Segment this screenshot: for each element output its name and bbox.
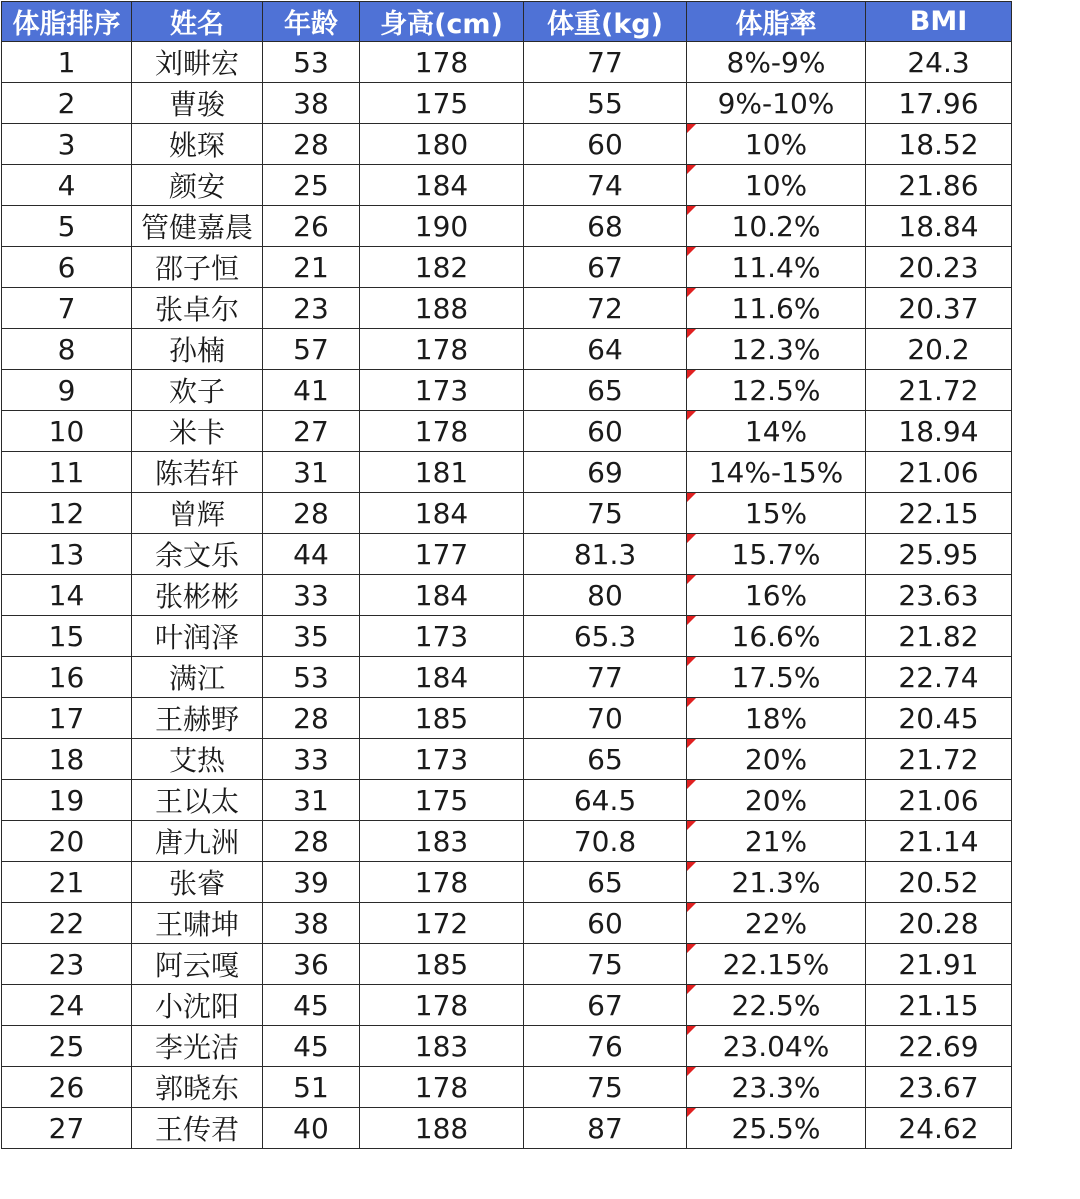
bodyfat-cell-with-comment[interactable]: 11.4% [687, 247, 866, 288]
bmi-cell[interactable]: 18.94 [866, 411, 1012, 452]
bmi-cell[interactable]: 24.62 [866, 1108, 1012, 1149]
age-cell[interactable]: 57 [263, 329, 360, 370]
bodyfat-cell-with-comment[interactable]: 20% [687, 739, 866, 780]
bmi-cell[interactable]: 21.15 [866, 985, 1012, 1026]
bodyfat-cell-with-comment[interactable]: 22.15% [687, 944, 866, 985]
name-cell[interactable]: 小沈阳 [132, 985, 263, 1026]
bodyfat-cell-with-comment[interactable]: 23.3% [687, 1067, 866, 1108]
age-cell[interactable]: 35 [263, 616, 360, 657]
age-cell[interactable]: 21 [263, 247, 360, 288]
weight-cell[interactable]: 77 [524, 42, 687, 83]
bodyfat-cell-with-comment[interactable]: 23.04% [687, 1026, 866, 1067]
name-cell[interactable]: 刘畊宏 [132, 42, 263, 83]
bodyfat-cell-with-comment[interactable]: 18% [687, 698, 866, 739]
bodyfat-cell-with-comment[interactable]: 22.5% [687, 985, 866, 1026]
name-cell[interactable]: 张卓尔 [132, 288, 263, 329]
table-row [2, 42, 1012, 83]
height-cell[interactable]: 180 [360, 124, 524, 165]
table-row [2, 575, 1012, 616]
bmi-cell[interactable]: 21.86 [866, 165, 1012, 206]
height-cell[interactable]: 173 [360, 739, 524, 780]
header-weight[interactable]: 体重(kg) [524, 2, 687, 42]
age-cell[interactable]: 23 [263, 288, 360, 329]
rank-cell[interactable]: 8 [2, 329, 132, 370]
bmi-cell[interactable]: 21.14 [866, 821, 1012, 862]
weight-cell[interactable]: 80 [524, 575, 687, 616]
bmi-cell[interactable]: 21.06 [866, 780, 1012, 821]
bmi-cell[interactable]: 20.28 [866, 903, 1012, 944]
age-cell[interactable]: 31 [263, 452, 360, 493]
rank-cell[interactable]: 11 [2, 452, 132, 493]
weight-cell[interactable]: 65 [524, 739, 687, 780]
bmi-cell[interactable]: 21.91 [866, 944, 1012, 985]
table-row [2, 452, 1012, 493]
table-row [2, 1108, 1012, 1149]
rank-cell[interactable]: 24 [2, 985, 132, 1026]
name-cell[interactable]: 张彬彬 [132, 575, 263, 616]
bodyfat-cell-with-comment[interactable]: 25.5% [687, 1108, 866, 1149]
bodyfat-cell-with-comment[interactable]: 11.6% [687, 288, 866, 329]
bmi-cell[interactable]: 17.96 [866, 83, 1012, 124]
height-cell[interactable]: 183 [360, 1026, 524, 1067]
bmi-cell[interactable]: 22.15 [866, 493, 1012, 534]
bmi-cell[interactable]: 23.63 [866, 575, 1012, 616]
table-row [2, 534, 1012, 575]
height-cell[interactable]: 184 [360, 575, 524, 616]
age-cell[interactable]: 51 [263, 1067, 360, 1108]
table-row [2, 903, 1012, 944]
weight-cell[interactable]: 64 [524, 329, 687, 370]
name-cell[interactable]: 邵子恒 [132, 247, 263, 288]
height-cell[interactable]: 185 [360, 944, 524, 985]
weight-cell[interactable]: 67 [524, 247, 687, 288]
height-cell[interactable]: 183 [360, 821, 524, 862]
rank-cell[interactable]: 26 [2, 1067, 132, 1108]
name-cell[interactable]: 孙楠 [132, 329, 263, 370]
name-cell[interactable]: 余文乐 [132, 534, 263, 575]
name-cell[interactable]: 王以太 [132, 780, 263, 821]
bmi-cell[interactable]: 18.52 [866, 124, 1012, 165]
table-row [2, 944, 1012, 985]
rank-cell[interactable]: 14 [2, 575, 132, 616]
name-cell[interactable]: 曾辉 [132, 493, 263, 534]
height-cell[interactable]: 173 [360, 616, 524, 657]
age-cell[interactable]: 33 [263, 739, 360, 780]
age-cell[interactable]: 33 [263, 575, 360, 616]
weight-cell[interactable]: 65.3 [524, 616, 687, 657]
table-row [2, 698, 1012, 739]
table-row [2, 370, 1012, 411]
weight-cell[interactable]: 75 [524, 1067, 687, 1108]
weight-cell[interactable]: 77 [524, 657, 687, 698]
bmi-cell[interactable]: 21.72 [866, 739, 1012, 780]
header-bodyfat[interactable]: 体脂率 [687, 2, 866, 42]
rank-cell[interactable]: 20 [2, 821, 132, 862]
rank-cell[interactable]: 13 [2, 534, 132, 575]
height-cell[interactable]: 178 [360, 411, 524, 452]
weight-cell[interactable]: 76 [524, 1026, 687, 1067]
weight-cell[interactable]: 72 [524, 288, 687, 329]
age-cell[interactable]: 44 [263, 534, 360, 575]
height-cell[interactable]: 190 [360, 206, 524, 247]
bmi-cell[interactable]: 21.72 [866, 370, 1012, 411]
height-cell[interactable]: 178 [360, 862, 524, 903]
name-cell[interactable]: 曹骏 [132, 83, 263, 124]
weight-cell[interactable]: 65 [524, 370, 687, 411]
rank-cell[interactable]: 12 [2, 493, 132, 534]
weight-cell[interactable]: 67 [524, 985, 687, 1026]
table-row [2, 780, 1012, 821]
bodyfat-cell-with-comment[interactable]: 10.2% [687, 206, 866, 247]
table-row [2, 83, 1012, 124]
age-cell[interactable]: 38 [263, 903, 360, 944]
table-row [2, 985, 1012, 1026]
rank-cell[interactable]: 23 [2, 944, 132, 985]
table-row [2, 821, 1012, 862]
height-cell[interactable]: 188 [360, 1108, 524, 1149]
table-row [2, 657, 1012, 698]
name-cell[interactable]: 郭晓东 [132, 1067, 263, 1108]
bmi-cell[interactable]: 21.06 [866, 452, 1012, 493]
name-cell[interactable]: 唐九洲 [132, 821, 263, 862]
bodyfat-cell-with-comment[interactable]: 12.3% [687, 329, 866, 370]
table-body [2, 42, 1012, 1149]
header-row [2, 2, 1012, 42]
bmi-cell[interactable]: 20.37 [866, 288, 1012, 329]
name-cell[interactable]: 管健嘉晨 [132, 206, 263, 247]
bodyfat-cell-with-comment[interactable]: 16.6% [687, 616, 866, 657]
bodyfat-cell[interactable]: 14%-15% [687, 452, 866, 493]
age-cell[interactable]: 38 [263, 83, 360, 124]
name-cell[interactable]: 米卡 [132, 411, 263, 452]
bmi-cell[interactable]: 25.95 [866, 534, 1012, 575]
height-cell[interactable]: 175 [360, 83, 524, 124]
bodyfat-cell-with-comment[interactable]: 14% [687, 411, 866, 452]
rank-cell[interactable]: 15 [2, 616, 132, 657]
name-cell[interactable]: 王传君 [132, 1108, 263, 1149]
table-row [2, 411, 1012, 452]
weight-cell[interactable]: 70.8 [524, 821, 687, 862]
weight-cell[interactable]: 64.5 [524, 780, 687, 821]
name-cell[interactable]: 王赫野 [132, 698, 263, 739]
rank-cell[interactable]: 9 [2, 370, 132, 411]
weight-cell[interactable]: 69 [524, 452, 687, 493]
name-cell[interactable]: 艾热 [132, 739, 263, 780]
header-name[interactable]: 姓名 [132, 2, 263, 42]
height-cell[interactable]: 178 [360, 329, 524, 370]
name-cell[interactable]: 张睿 [132, 862, 263, 903]
name-cell[interactable]: 满江 [132, 657, 263, 698]
rank-cell[interactable]: 17 [2, 698, 132, 739]
table-row [2, 124, 1012, 165]
rank-cell[interactable]: 5 [2, 206, 132, 247]
name-cell[interactable]: 李光洁 [132, 1026, 263, 1067]
bodyfat-cell-with-comment[interactable]: 17.5% [687, 657, 866, 698]
header-rank[interactable]: 体脂排序 [2, 2, 132, 42]
height-cell[interactable]: 172 [360, 903, 524, 944]
table-row [2, 493, 1012, 534]
age-cell[interactable]: 40 [263, 1108, 360, 1149]
height-cell[interactable]: 175 [360, 780, 524, 821]
table-row [2, 288, 1012, 329]
bmi-cell[interactable]: 22.74 [866, 657, 1012, 698]
name-cell[interactable]: 陈若轩 [132, 452, 263, 493]
rank-cell[interactable]: 22 [2, 903, 132, 944]
name-cell[interactable]: 叶润泽 [132, 616, 263, 657]
table-header [2, 2, 1012, 42]
height-cell[interactable]: 184 [360, 493, 524, 534]
age-cell[interactable]: 28 [263, 493, 360, 534]
bodyfat-cell-with-comment[interactable]: 10% [687, 124, 866, 165]
weight-cell[interactable]: 81.3 [524, 534, 687, 575]
name-cell[interactable]: 王啸坤 [132, 903, 263, 944]
table-row [2, 862, 1012, 903]
rank-cell[interactable]: 3 [2, 124, 132, 165]
weight-cell[interactable]: 74 [524, 165, 687, 206]
bmi-cell[interactable]: 18.84 [866, 206, 1012, 247]
height-cell[interactable]: 188 [360, 288, 524, 329]
bodyfat-cell[interactable]: 8%-9% [687, 42, 866, 83]
rank-cell[interactable]: 7 [2, 288, 132, 329]
rank-cell[interactable]: 2 [2, 83, 132, 124]
height-cell[interactable]: 182 [360, 247, 524, 288]
bodyfat-cell-with-comment[interactable]: 21% [687, 821, 866, 862]
height-cell[interactable]: 177 [360, 534, 524, 575]
header-bmi[interactable]: BMI [866, 2, 1012, 42]
age-cell[interactable]: 28 [263, 821, 360, 862]
rank-cell[interactable]: 16 [2, 657, 132, 698]
bmi-cell[interactable]: 21.82 [866, 616, 1012, 657]
height-cell[interactable]: 173 [360, 370, 524, 411]
age-cell[interactable]: 53 [263, 657, 360, 698]
bmi-cell[interactable]: 20.52 [866, 862, 1012, 903]
table-row [2, 616, 1012, 657]
weight-cell[interactable]: 55 [524, 83, 687, 124]
height-cell[interactable]: 184 [360, 657, 524, 698]
rank-cell[interactable]: 19 [2, 780, 132, 821]
height-cell[interactable]: 185 [360, 698, 524, 739]
table-row [2, 1026, 1012, 1067]
rank-cell[interactable]: 18 [2, 739, 132, 780]
weight-cell[interactable]: 75 [524, 493, 687, 534]
header-age[interactable]: 年龄 [263, 2, 360, 42]
name-cell[interactable]: 姚琛 [132, 124, 263, 165]
weight-cell[interactable]: 60 [524, 124, 687, 165]
age-cell[interactable]: 31 [263, 780, 360, 821]
age-cell[interactable]: 45 [263, 985, 360, 1026]
weight-cell[interactable]: 65 [524, 862, 687, 903]
bmi-cell[interactable]: 20.2 [866, 329, 1012, 370]
header-height[interactable]: 身高(cm) [360, 2, 524, 42]
rank-cell[interactable]: 4 [2, 165, 132, 206]
bodyfat-cell-with-comment[interactable]: 20% [687, 780, 866, 821]
bmi-cell[interactable]: 22.69 [866, 1026, 1012, 1067]
age-cell[interactable]: 36 [263, 944, 360, 985]
weight-cell[interactable]: 87 [524, 1108, 687, 1149]
name-cell[interactable]: 欢子 [132, 370, 263, 411]
rank-cell[interactable]: 27 [2, 1108, 132, 1149]
age-cell[interactable]: 45 [263, 1026, 360, 1067]
weight-cell[interactable]: 68 [524, 206, 687, 247]
rank-cell[interactable]: 21 [2, 862, 132, 903]
bodyfat-cell-with-comment[interactable]: 22% [687, 903, 866, 944]
weight-cell[interactable]: 70 [524, 698, 687, 739]
bodyfat-cell-with-comment[interactable]: 16% [687, 575, 866, 616]
age-cell[interactable]: 28 [263, 124, 360, 165]
height-cell[interactable]: 178 [360, 1067, 524, 1108]
name-cell[interactable]: 颜安 [132, 165, 263, 206]
bodyfat-cell-with-comment[interactable]: 12.5% [687, 370, 866, 411]
table-row [2, 1067, 1012, 1108]
height-cell[interactable]: 178 [360, 42, 524, 83]
table-row [2, 165, 1012, 206]
age-cell[interactable]: 53 [263, 42, 360, 83]
name-cell[interactable]: 阿云嘎 [132, 944, 263, 985]
age-cell[interactable]: 39 [263, 862, 360, 903]
rank-cell[interactable]: 10 [2, 411, 132, 452]
bodyfat-cell-with-comment[interactable]: 15% [687, 493, 866, 534]
height-cell[interactable]: 184 [360, 165, 524, 206]
table-row [2, 247, 1012, 288]
bmi-cell[interactable]: 23.67 [866, 1067, 1012, 1108]
bodyfat-cell[interactable]: 9%-10% [687, 83, 866, 124]
age-cell[interactable]: 28 [263, 698, 360, 739]
age-cell[interactable]: 27 [263, 411, 360, 452]
table-row [2, 739, 1012, 780]
bmi-cell[interactable]: 20.23 [866, 247, 1012, 288]
age-cell[interactable]: 41 [263, 370, 360, 411]
height-cell[interactable]: 178 [360, 985, 524, 1026]
rank-cell[interactable]: 1 [2, 42, 132, 83]
age-cell[interactable]: 25 [263, 165, 360, 206]
bodyfat-cell-with-comment[interactable]: 10% [687, 165, 866, 206]
age-cell[interactable]: 26 [263, 206, 360, 247]
weight-cell[interactable]: 60 [524, 903, 687, 944]
weight-cell[interactable]: 75 [524, 944, 687, 985]
table-row [2, 206, 1012, 247]
bmi-cell[interactable]: 24.3 [866, 42, 1012, 83]
weight-cell[interactable]: 60 [524, 411, 687, 452]
bmi-cell[interactable]: 20.45 [866, 698, 1012, 739]
rank-cell[interactable]: 6 [2, 247, 132, 288]
body-fat-table [1, 1, 1012, 1149]
table-row [2, 329, 1012, 370]
bodyfat-cell-with-comment[interactable]: 15.7% [687, 534, 866, 575]
bodyfat-cell-with-comment[interactable]: 21.3% [687, 862, 866, 903]
rank-cell[interactable]: 25 [2, 1026, 132, 1067]
height-cell[interactable]: 181 [360, 452, 524, 493]
